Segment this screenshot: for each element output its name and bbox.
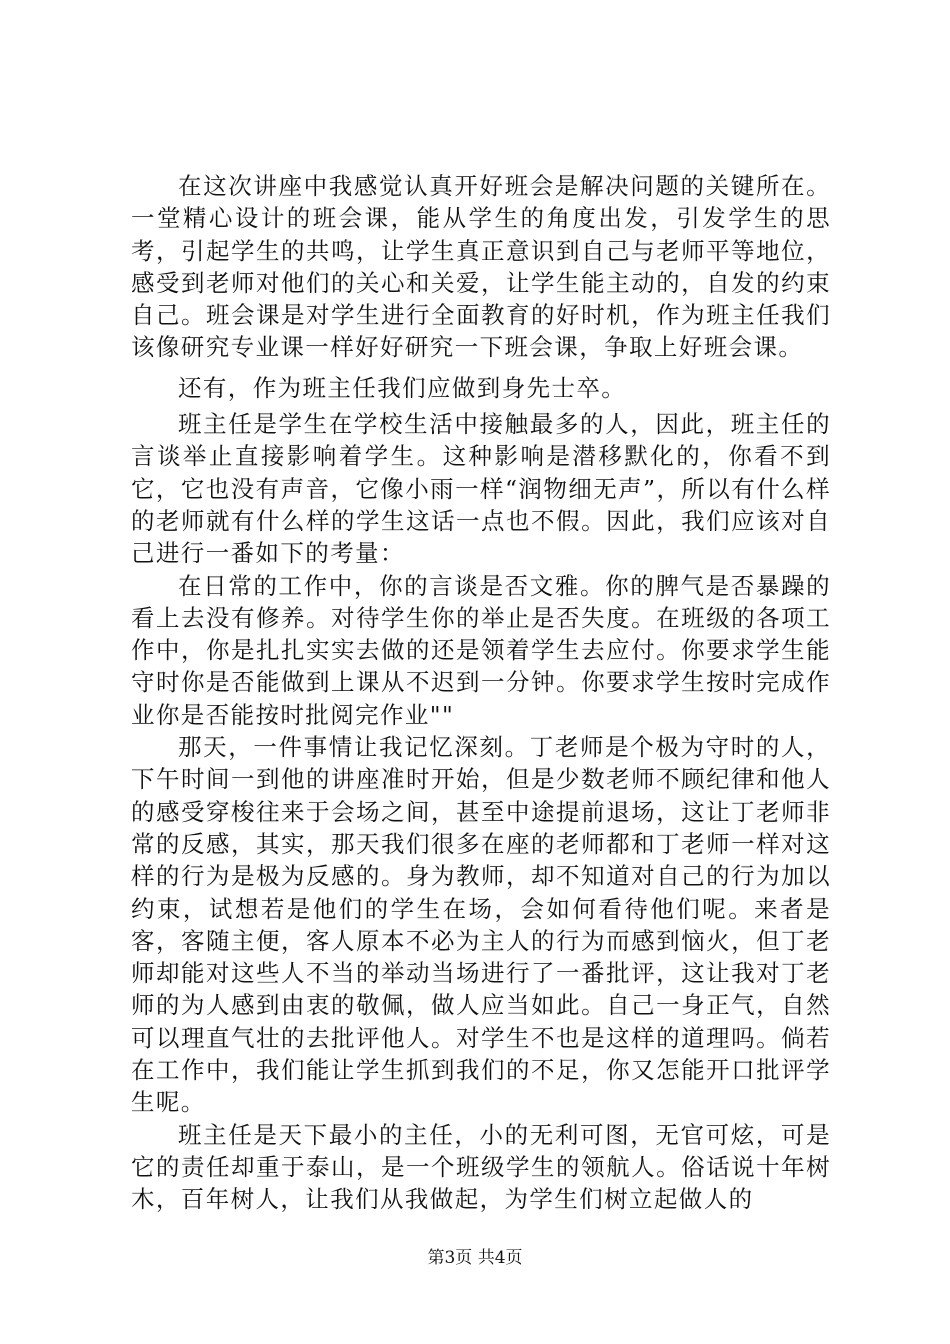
- paragraph-self-check: 在日常的工作中，你的言谈是否文雅。你的脾气是否暴躁的看上去没有修养。对待学生你的举止是否失度。在班级的各项工作中，你是扎扎实实去做的还是领着学生去应付。你要求学生能守时你是否能做到上课从不迟到一分钟。你要求学生按时完成作业你是否能按时批阅完作业"": [131, 571, 831, 729]
- paragraph-class-meeting: 在这次讲座中我感觉认真开好班会是解决问题的关键所在。一堂精心设计的班会课，能从学生的角度出发，引发学生的思考，引起学生的共鸣，让学生真正意识到自己与老师平等地位，感受到老师对他们的关心和关爱，让学生能主动的，自发的约束自己。班会课是对学生进行全面教育的好时机，作为班主任我们该像研究专业课一样好好研究一下班会课，争取上好班会课。: [131, 172, 831, 362]
- paragraph-lecture-story: 那天，一件事情让我记忆深刻。丁老师是个极为守时的人，下午时间一到他的讲座准时开始，但是少数老师不顾纪律和他人的感受穿梭往来于会场之间，甚至中途提前退场，这让丁老师非常的反感，其实，那天我们很多在座的老师都和丁老师一样对这样的行为是极为反感的。身为教师，却不知道对自己的行为加以约束，试想若是他们的学生在场，会如何看待他们呢。来者是客，客随主便，客人原本不必为主人的行为而感到恼火，但丁老师却能对这些人不当的举动当场进行了一番批评，这让我对丁老师的为人感到由衷的敬佩，做人应当如此。自己一身正气，自然可以理直气壮的去批评他人。对学生不也是这样的道理吗。倘若在工作中，我们能让学生抓到我们的不足，你又怎能开口批评学生呢。: [131, 733, 831, 1117]
- paragraph-smallest-director: 班主任是天下最小的主任，小的无利可图，无官可炫，可是它的责任却重于泰山，是一个班级学生的领航人。俗话说十年树木，百年树人，让我们从我做起，为学生们树立起做人的: [131, 1120, 831, 1214]
- paragraph-teacher-influence: 班主任是学生在学校生活中接触最多的人，因此，班主任的言谈举止直接影响着学生。这种影响是潜移默化的，你看不到它，它也没有声音，它像小雨一样“润物细无声”，所以有什么样的老师就有什么样的学生这话一点也不假。因此，我们应该对自己进行一番如下的考量：: [131, 410, 831, 568]
- page-number-label: 第3页 共4页: [427, 1248, 523, 1268]
- document-body: [131, 170, 831, 1216]
- paragraph-lead-by-example: 还有，作为班主任我们应做到身先士卒。: [178, 373, 627, 402]
- page-footer: [0, 1243, 950, 1268]
